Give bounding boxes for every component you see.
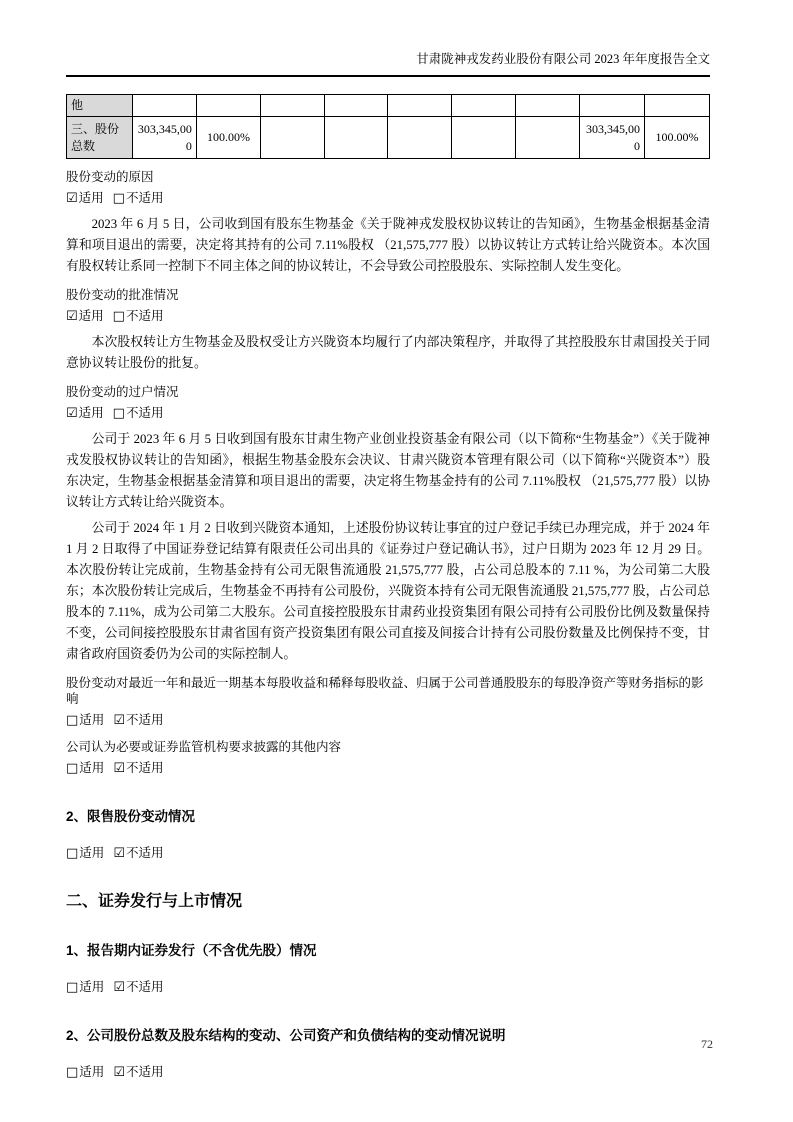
checkbox-checked-icon: ☑ bbox=[113, 846, 125, 861]
pct-before-cell: 100.00% bbox=[196, 117, 260, 159]
checkbox-unchecked-icon: □ bbox=[112, 309, 125, 324]
other-disclosure-applicability bbox=[66, 760, 710, 777]
pct-after-cell: 100.00% bbox=[645, 117, 710, 159]
checkbox-checked-icon: ☑ bbox=[113, 1065, 125, 1080]
checkbox-label-not-applicable: 不适用 bbox=[125, 761, 164, 775]
reason-applicability bbox=[66, 190, 710, 207]
empty-cell bbox=[452, 95, 516, 117]
checkbox-label-not-applicable: 不适用 bbox=[125, 191, 164, 205]
transfer-label: 股份变动的过户情况 bbox=[66, 385, 179, 399]
checkbox-checked-icon: ☑ bbox=[66, 191, 78, 206]
checkbox-label-applicable: 适用 bbox=[79, 713, 105, 727]
checkbox-label-applicable: 适用 bbox=[79, 1065, 105, 1079]
empty-cell bbox=[324, 95, 388, 117]
approval-label: 股份变动的批准情况 bbox=[66, 288, 179, 302]
share-structure-table bbox=[66, 94, 710, 159]
checkbox-label-not-applicable: 不适用 bbox=[125, 1065, 164, 1079]
page-header bbox=[66, 52, 710, 77]
empty-cell bbox=[261, 95, 325, 117]
checkbox-checked-icon: ☑ bbox=[113, 980, 125, 995]
checkbox-unchecked-icon: □ bbox=[66, 980, 79, 995]
empty-cell bbox=[388, 95, 452, 117]
transfer-paragraph-1: 公司于 2023 年 6 月 5 日收到国有股东甘肃生物产业创业投资基金有限公司（以下简称“生物基金”）《关于陇神戎发股权协议转让的告知函》，根据生物基金股东会决议、甘肃兴陇资本管理有限公司（以下简称“兴陇资本”）股东决定，生物基金根据基金清算和项目退出的需要，决定将生物基金持有的公司 7.11%股权 （21,575,777 股）以协议转让方式转让给兴陇资本。 bbox=[66, 432, 710, 509]
checkbox-unchecked-icon: □ bbox=[66, 713, 79, 728]
checkbox-label-applicable: 适用 bbox=[79, 761, 105, 775]
table-row-other bbox=[67, 95, 710, 117]
empty-cell bbox=[324, 117, 388, 159]
empty-cell bbox=[452, 117, 516, 159]
checkbox-unchecked-icon: □ bbox=[66, 846, 79, 861]
approval-paragraph: 本次股权转让方生物基金及股权受让方兴陇资本均履行了内部决策程序，并取得了其控股股东甘肃国投关于同意协议转让股份的批复。 bbox=[66, 335, 710, 370]
transfer-applicability bbox=[66, 405, 710, 422]
checkbox-label-applicable: 适用 bbox=[79, 980, 105, 994]
empty-cell bbox=[515, 117, 579, 159]
restricted-shares-heading: 2、限售股份变动情况 bbox=[66, 809, 196, 824]
empty-cell bbox=[388, 117, 452, 159]
table-row-total-shares bbox=[67, 117, 710, 159]
checkbox-checked-icon: ☑ bbox=[113, 761, 125, 776]
checkbox-label-not-applicable: 不适用 bbox=[125, 713, 164, 727]
reason-label: 股份变动的原因 bbox=[66, 170, 154, 184]
checkbox-label-not-applicable: 不适用 bbox=[125, 406, 164, 420]
issuance-applicability bbox=[66, 979, 710, 996]
approval-applicability bbox=[66, 308, 710, 325]
checkbox-label-applicable: 适用 bbox=[78, 309, 104, 323]
header-title: 甘肃陇神戎发药业股份有限公司 2023 年年度报告全文 bbox=[416, 52, 710, 66]
row-other-label-cell: 他 bbox=[67, 95, 133, 117]
checkbox-unchecked-icon: □ bbox=[112, 191, 125, 206]
checkbox-label-not-applicable: 不适用 bbox=[125, 980, 164, 994]
empty-cell bbox=[196, 95, 260, 117]
empty-cell bbox=[645, 95, 710, 117]
issuance-heading: 1、报告期内证券发行（不含优先股）情况 bbox=[66, 943, 317, 958]
structure-change-applicability bbox=[66, 1064, 710, 1081]
securities-issuance-section-heading: 二、证券发行与上市情况 bbox=[66, 893, 243, 910]
empty-cell bbox=[580, 95, 645, 117]
empty-cell bbox=[261, 117, 325, 159]
empty-cell bbox=[515, 95, 579, 117]
checkbox-label-not-applicable: 不适用 bbox=[125, 309, 164, 323]
checkbox-label-not-applicable: 不适用 bbox=[125, 846, 164, 860]
checkbox-label-applicable: 适用 bbox=[78, 191, 104, 205]
checkbox-unchecked-icon: □ bbox=[66, 761, 79, 776]
transfer-paragraph-2: 公司于 2024 年 1 月 2 日收到兴陇资本通知，上述股份协议转让事宜的过户登记手续已办理完成，并于 2024 年 1 月 2 日取得了中国证券登记结算有限责任公司出具的《证券过户登记确认书》，过户日期为 2023 年 12 月 29 日。本次股份转让完成前，生物基金持有公司无限售流通股 21,575,777 股，占公司总股本的 7.11 %，为公司第二大股东；本次股份转让完成后，生物基金不再持有公司股份，兴陇资本持有公司无限售流通股 21,575,777 股，占公司总股本的 7.11%，成为公司第二大股东。公司直接控股股东甘肃药业投资集团有限公司持有公司股份比例及数量保持不变，公司间接控股股东甘肃省国有资产投资集团有限公司直接及间接合计持有公司股份数量及比例保持不变，甘肃省政府国资委仍为公司的实际控制人。 bbox=[66, 521, 710, 661]
restricted-shares-applicability bbox=[66, 845, 710, 862]
empty-cell bbox=[132, 95, 196, 117]
reason-paragraph: 2023 年 6 月 5 日，公司收到国有股东生物基金《关于陇神戎发股权协议转让的告知函》，生物基金根据基金清算和项目退出的需要，决定将其持有的公司 7.11%股权 （21,575,777 股）以协议转让方式转让给兴陇资本。本次国有股权转让系同一控制下不同主体之间的协议转让，不会导致公司控股股东、实际控制人发生变化。 bbox=[66, 217, 710, 273]
checkbox-checked-icon: ☑ bbox=[66, 309, 78, 324]
impact-applicability bbox=[66, 712, 710, 729]
structure-change-heading: 2、公司股份总数及股东结构的变动、公司资产和负债结构的变动情况说明 bbox=[66, 1028, 506, 1043]
other-disclosure-label: 公司认为必要或证券监管机构要求披露的其他内容 bbox=[66, 740, 342, 754]
checkbox-unchecked-icon: □ bbox=[112, 406, 125, 421]
qty-after-cell: 303,345,000 bbox=[580, 117, 645, 159]
row-total-label-cell: 三、股份总数 bbox=[67, 117, 133, 159]
qty-before-cell: 303,345,000 bbox=[132, 117, 196, 159]
checkbox-checked-icon: ☑ bbox=[66, 406, 78, 421]
checkbox-unchecked-icon: □ bbox=[66, 1065, 79, 1080]
impact-label: 股份变动对最近一年和最近一期基本每股收益和稀释每股收益、归属于公司普通股股东的每股净资产等财务指标的影响 bbox=[66, 676, 704, 706]
checkbox-checked-icon: ☑ bbox=[113, 713, 125, 728]
checkbox-label-applicable: 适用 bbox=[78, 406, 104, 420]
page-number: 72 bbox=[701, 1037, 713, 1051]
checkbox-label-applicable: 适用 bbox=[79, 846, 105, 860]
